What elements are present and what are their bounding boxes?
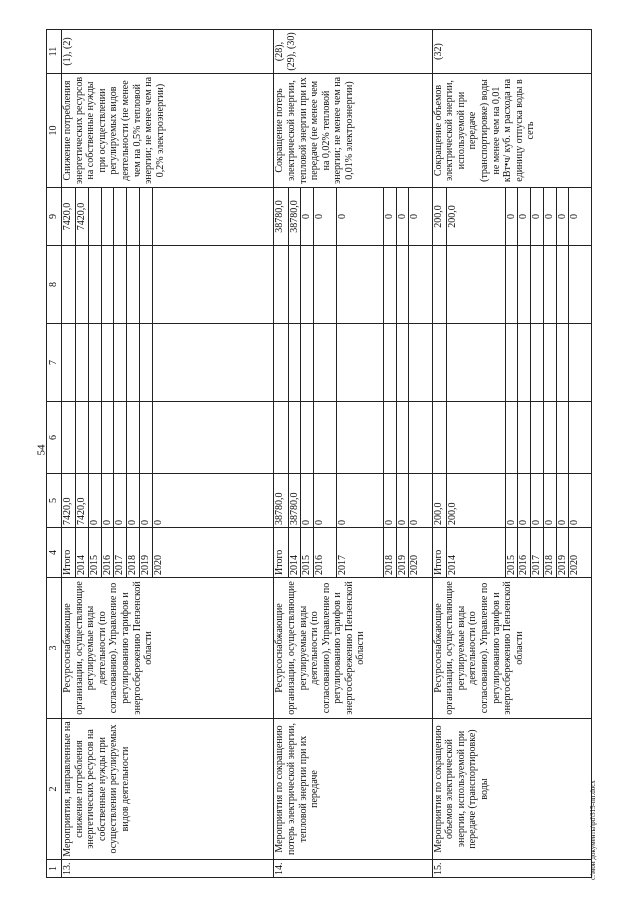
total-value: 38780,0	[288, 474, 301, 528]
row-number: 13.	[62, 860, 274, 878]
cell-c9	[152, 188, 274, 246]
cell-c9: 0	[518, 188, 531, 246]
executor: Ресурсоснабжающие организации, осуществляющие регулируемые виды деятельности (по согласованию). Управление по регулированию тарифов и энергосбережению Пензенской области	[62, 578, 274, 719]
total-value: 0	[127, 474, 140, 528]
year-cell: 2020	[569, 528, 592, 578]
cell-c6	[127, 402, 140, 474]
col-header: 2	[47, 719, 62, 860]
col-header: 8	[47, 246, 62, 324]
total-value: 7420,0	[76, 474, 89, 528]
cell-c6	[88, 402, 101, 474]
cell-c8	[409, 246, 432, 324]
year-cell: 2014	[446, 528, 505, 578]
cell-c9: 0	[337, 188, 384, 246]
cell-c6	[396, 402, 409, 474]
cell-c9	[139, 188, 152, 246]
cell-c7	[62, 324, 76, 402]
cell-c8	[432, 246, 446, 324]
expected-result: Сокращение объемов электрической энергии, используемой при передаче (транспортировке) воды не менее чем на 0,01 кВт•ч/ куб. м расхода на единицу отпуска воды в сеть	[432, 74, 591, 188]
footer-file-path: c:\мои документы\pd\315-пп.docx	[589, 780, 597, 880]
year-cell: 2018	[127, 528, 140, 578]
cell-c8	[543, 246, 556, 324]
col-header: 9	[47, 188, 62, 246]
cell-c6	[518, 402, 531, 474]
cell-c9: 38780,0	[274, 188, 288, 246]
year-cell: 2019	[556, 528, 569, 578]
total-value: 0	[152, 474, 274, 528]
total-value: 200,0	[446, 474, 505, 528]
total-value: 0	[301, 474, 314, 528]
total-value: 7420,0	[62, 474, 76, 528]
year-cell: Итого	[432, 528, 446, 578]
cell-c6	[531, 402, 544, 474]
cell-c6	[337, 402, 384, 474]
total-value: 0	[314, 474, 337, 528]
cell-c8	[301, 246, 314, 324]
cell-c9: 0	[314, 188, 337, 246]
cell-c6	[556, 402, 569, 474]
col-header: 6	[47, 402, 62, 474]
cell-c9: 0	[543, 188, 556, 246]
total-value: 0	[88, 474, 101, 528]
cell-c8	[569, 246, 592, 324]
expected-result: Снижение потребления энергетических ресурсов на собственные нужды при осуществлении регулируемых видов деятельности (не менее чем на 0,5% тепловой энергии; не менее чем на 0,2% электроэнергии)	[62, 74, 274, 188]
cell-c8	[139, 246, 152, 324]
total-value: 0	[556, 474, 569, 528]
cell-c6	[569, 402, 592, 474]
cell-c9	[88, 188, 101, 246]
cell-c7	[446, 324, 505, 402]
total-value: 0	[383, 474, 396, 528]
cell-c9: 0	[531, 188, 544, 246]
cell-c8	[114, 246, 127, 324]
cell-c6	[409, 402, 432, 474]
cell-c7	[396, 324, 409, 402]
cell-c8	[518, 246, 531, 324]
year-cell: 2018	[543, 528, 556, 578]
table-row	[274, 30, 288, 878]
col-header: 3	[47, 578, 62, 719]
cell-c7	[88, 324, 101, 402]
cell-c7	[288, 324, 301, 402]
executor: Ресурсоснабжающие организации, осуществляющие регулируемые виды деятельности (по согласованию). Управление по регулированию тарифов и энергосбережению Пензенской области	[432, 578, 591, 719]
cell-c6	[114, 402, 127, 474]
total-value: 200,0	[432, 474, 446, 528]
cell-c8	[314, 246, 337, 324]
year-cell: 2017	[531, 528, 544, 578]
cell-c8	[62, 246, 76, 324]
cell-c9	[127, 188, 140, 246]
col-header: 1	[47, 860, 62, 878]
cell-c9: 0	[409, 188, 432, 246]
cell-c9: 0	[556, 188, 569, 246]
total-value: 0	[543, 474, 556, 528]
cell-c8	[556, 246, 569, 324]
cell-c8	[505, 246, 518, 324]
row-number: 14.	[274, 860, 432, 878]
cell-c9: 7420,0	[62, 188, 76, 246]
cell-c6	[446, 402, 505, 474]
year-cell: 2014	[288, 528, 301, 578]
cell-c9: 0	[569, 188, 592, 246]
cell-c7	[274, 324, 288, 402]
cell-c6	[383, 402, 396, 474]
total-value: 0	[101, 474, 114, 528]
year-cell: 2015	[88, 528, 101, 578]
cell-c9: 0	[505, 188, 518, 246]
year-cell: 2018	[383, 528, 396, 578]
cell-c6	[314, 402, 337, 474]
table-row	[62, 30, 76, 878]
cell-c8	[396, 246, 409, 324]
measure-name: Мероприятия, направленные на снижение потребления энергетических ресурсов на собственные нужды при осуществлении регулируемых видов деятельности	[62, 719, 274, 860]
cell-c7	[152, 324, 274, 402]
cell-c6	[432, 402, 446, 474]
total-value: 0	[518, 474, 531, 528]
cell-c6	[543, 402, 556, 474]
year-cell: 2017	[337, 528, 384, 578]
year-cell: Итого	[62, 528, 76, 578]
cell-c7	[101, 324, 114, 402]
cell-c7	[505, 324, 518, 402]
table-row	[432, 30, 446, 878]
total-value: 0	[337, 474, 384, 528]
cell-c9	[114, 188, 127, 246]
total-value: 38780,0	[274, 474, 288, 528]
col-header: 5	[47, 474, 62, 528]
year-cell: 2020	[409, 528, 432, 578]
year-cell: Итого	[274, 528, 288, 578]
year-cell: 2019	[396, 528, 409, 578]
cell-c6	[152, 402, 274, 474]
cell-c7	[432, 324, 446, 402]
cell-c9: 0	[301, 188, 314, 246]
page-number: 54	[35, 444, 48, 456]
total-value: 0	[505, 474, 518, 528]
cell-c8	[127, 246, 140, 324]
year-cell: 2017	[114, 528, 127, 578]
cell-c7	[569, 324, 592, 402]
cell-c8	[288, 246, 301, 324]
total-value: 0	[114, 474, 127, 528]
cell-c6	[76, 402, 89, 474]
total-value: 0	[569, 474, 592, 528]
cell-c8	[337, 246, 384, 324]
cell-c6	[101, 402, 114, 474]
year-cell: 2015	[505, 528, 518, 578]
header-row	[47, 30, 62, 878]
measure-name: Мероприятия по сокращению потерь электрической энергии, тепловой энергии при их передаче	[274, 719, 432, 860]
cell-c7	[139, 324, 152, 402]
cell-c9: 7420,0	[76, 188, 89, 246]
indicator-refs: (28), (29), (30)	[274, 30, 432, 74]
total-value: 0	[409, 474, 432, 528]
year-cell: 2019	[139, 528, 152, 578]
cell-c9: 0	[383, 188, 396, 246]
cell-c7	[301, 324, 314, 402]
cell-c9: 38780,0	[288, 188, 301, 246]
cell-c7	[337, 324, 384, 402]
cell-c8	[446, 246, 505, 324]
cell-c7	[556, 324, 569, 402]
cell-c9	[101, 188, 114, 246]
cell-c8	[101, 246, 114, 324]
cell-c9: 200,0	[446, 188, 505, 246]
col-header: 4	[47, 528, 62, 578]
cell-c8	[88, 246, 101, 324]
cell-c9: 200,0	[432, 188, 446, 246]
cell-c7	[127, 324, 140, 402]
cell-c7	[409, 324, 432, 402]
expected-result: Сокращение потерь электрической энергии, тепловой энергии при их передаче (не менее чем на 0,02% тепловой энергии; не менее чем на 0,01% электроэнергии)	[274, 74, 432, 188]
total-value: 0	[396, 474, 409, 528]
row-number: 15.	[432, 860, 591, 878]
year-cell: 2016	[101, 528, 114, 578]
year-cell: 2015	[301, 528, 314, 578]
cell-c6	[505, 402, 518, 474]
cell-c7	[531, 324, 544, 402]
program-measures-table	[46, 29, 592, 878]
indicator-refs: (32)	[432, 30, 591, 74]
cell-c6	[62, 402, 76, 474]
cell-c7	[76, 324, 89, 402]
col-header: 10	[47, 74, 62, 188]
executor: Ресурсоснабжающие организации, осуществляющие регулируемые виды деятельности (по согласованию), Управление по регулированию тарифов и энергосбережению Пензенской области	[274, 578, 432, 719]
cell-c8	[531, 246, 544, 324]
indicator-refs: (1), (2)	[62, 30, 274, 74]
rotated-table-sheet	[46, 30, 592, 878]
cell-c7	[518, 324, 531, 402]
cell-c8	[274, 246, 288, 324]
cell-c6	[274, 402, 288, 474]
cell-c7	[314, 324, 337, 402]
year-cell: 2016	[518, 528, 531, 578]
year-cell: 2016	[314, 528, 337, 578]
year-cell: 2020	[152, 528, 274, 578]
col-header: 7	[47, 324, 62, 402]
cell-c7	[114, 324, 127, 402]
cell-c6	[301, 402, 314, 474]
cell-c7	[383, 324, 396, 402]
cell-c8	[152, 246, 274, 324]
cell-c9: 0	[396, 188, 409, 246]
year-cell: 2014	[76, 528, 89, 578]
cell-c6	[288, 402, 301, 474]
total-value: 0	[139, 474, 152, 528]
cell-c6	[139, 402, 152, 474]
total-value: 0	[531, 474, 544, 528]
cell-c8	[76, 246, 89, 324]
cell-c7	[543, 324, 556, 402]
measure-name: Мероприятия по сокращению объемов электрической энергии, используемой при передаче (транспортировке) воды	[432, 719, 591, 860]
col-header: 11	[47, 30, 62, 74]
cell-c8	[383, 246, 396, 324]
